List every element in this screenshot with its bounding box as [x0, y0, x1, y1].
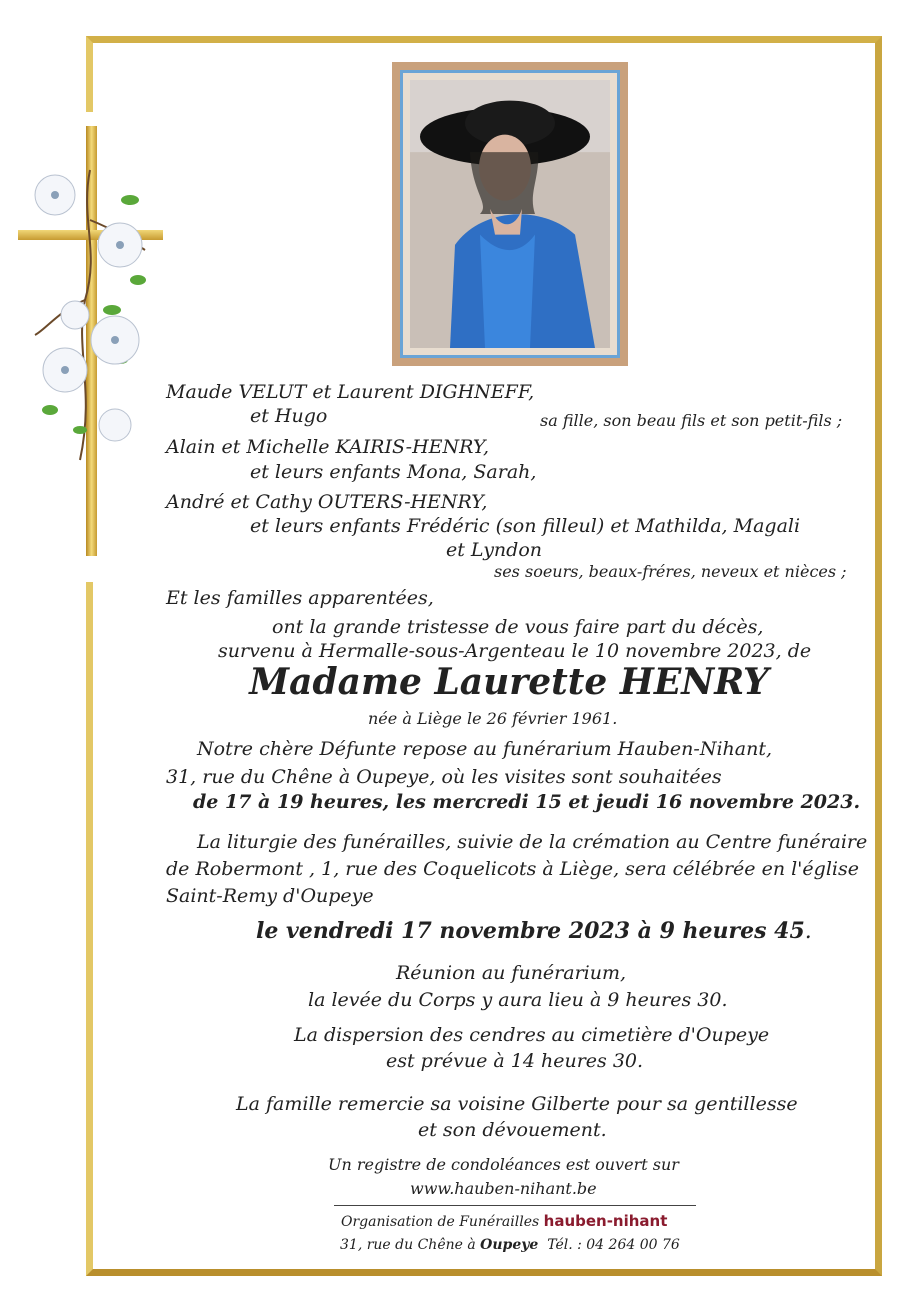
- brand-logo: hauben-nihant: [543, 1212, 668, 1230]
- magnolia-flowers-decoration: [20, 160, 160, 500]
- visits-hours: de 17 à 19 heures, les mercredi 15 et jeudi 16 novembre 2023.: [193, 791, 861, 813]
- registry-url[interactable]: www.hauben-nihant.be: [410, 1179, 597, 1198]
- portrait-photo: [410, 80, 610, 348]
- liturgy-line-1: La liturgie des funérailles, suivie de la crémation au Centre funéraire: [197, 831, 868, 853]
- gathering-line-2: la levée du Corps y aura lieu à 9 heures 30.: [308, 989, 728, 1011]
- family-line-8: Et les familles apparentées,: [166, 587, 434, 609]
- footer-address-city: Oupeye: [480, 1237, 539, 1253]
- announcement-line-2: survenu à Hermalle-sous-Argenteau le 10 novembre 2023, de: [218, 640, 812, 662]
- gathering-line-3: La dispersion des cendres au cimetière d'Oupeye: [294, 1024, 770, 1046]
- family-line-5: André et Cathy OUTERS-HENRY,: [166, 491, 488, 513]
- registry-line: Un registre de condoléances est ouvert sur: [328, 1155, 679, 1174]
- footer-phone: Tél. : 04 264 00 76: [547, 1237, 680, 1253]
- family-line-6: et leurs enfants Frédéric (son filleul) et Mathilda, Magali: [250, 515, 801, 537]
- funeral-date-period: .: [804, 919, 812, 944]
- family-line-3: Alain et Michelle KAIRIS-HENRY,: [166, 436, 489, 458]
- visits-line-1: Notre chère Défunte repose au funérarium Hauben-Nihant,: [197, 738, 773, 760]
- funeral-date-text: le vendredi 17 novembre 2023 à 9 heures 45: [256, 918, 805, 944]
- gathering-line-4: est prévue à 14 heures 30.: [386, 1050, 644, 1072]
- liturgy-line-3: Saint-Remy d'Oupeye: [166, 885, 374, 907]
- deceased-name: Madame Laurette HENRY: [249, 661, 769, 703]
- footer-divider: [334, 1205, 696, 1206]
- relation-siblings: ses soeurs, beaux-fréres, neveux et nièces ;: [494, 562, 847, 581]
- portrait-frame: [392, 62, 628, 366]
- visits-line-2: 31, rue du Chêne à Oupeye, où les visites sont souhaitées: [166, 766, 722, 788]
- family-line-2: et Hugo: [250, 405, 328, 427]
- footer-address-street: 31, rue du Chêne à: [340, 1237, 476, 1253]
- family-line-4: et leurs enfants Mona, Sarah,: [250, 461, 537, 483]
- funeral-date: [256, 918, 812, 945]
- thanks-line-2: et son dévouement.: [418, 1119, 607, 1141]
- gathering-line-1: Réunion au funérarium,: [396, 962, 627, 984]
- family-line-1: Maude VELUT et Laurent DIGHNEFF,: [166, 381, 535, 403]
- footer-address: [340, 1235, 680, 1255]
- announcement-line-1: ont la grande tristesse de vous faire part du décès,: [272, 616, 764, 638]
- liturgy-line-2: de Robermont , 1, rue des Coquelicots à Liège, sera célébrée en l'église: [166, 858, 859, 880]
- footer-org-label: Organisation de Funérailles: [341, 1214, 540, 1230]
- family-line-7: et Lyndon: [446, 539, 543, 561]
- relation-daughter: sa fille, son beau fils et son petit-fils ;: [540, 411, 843, 430]
- birth-info: née à Liège le 26 février 1961.: [368, 709, 618, 728]
- footer-org: [341, 1211, 667, 1232]
- thanks-line-1: La famille remercie sa voisine Gilberte pour sa gentillesse: [236, 1093, 798, 1115]
